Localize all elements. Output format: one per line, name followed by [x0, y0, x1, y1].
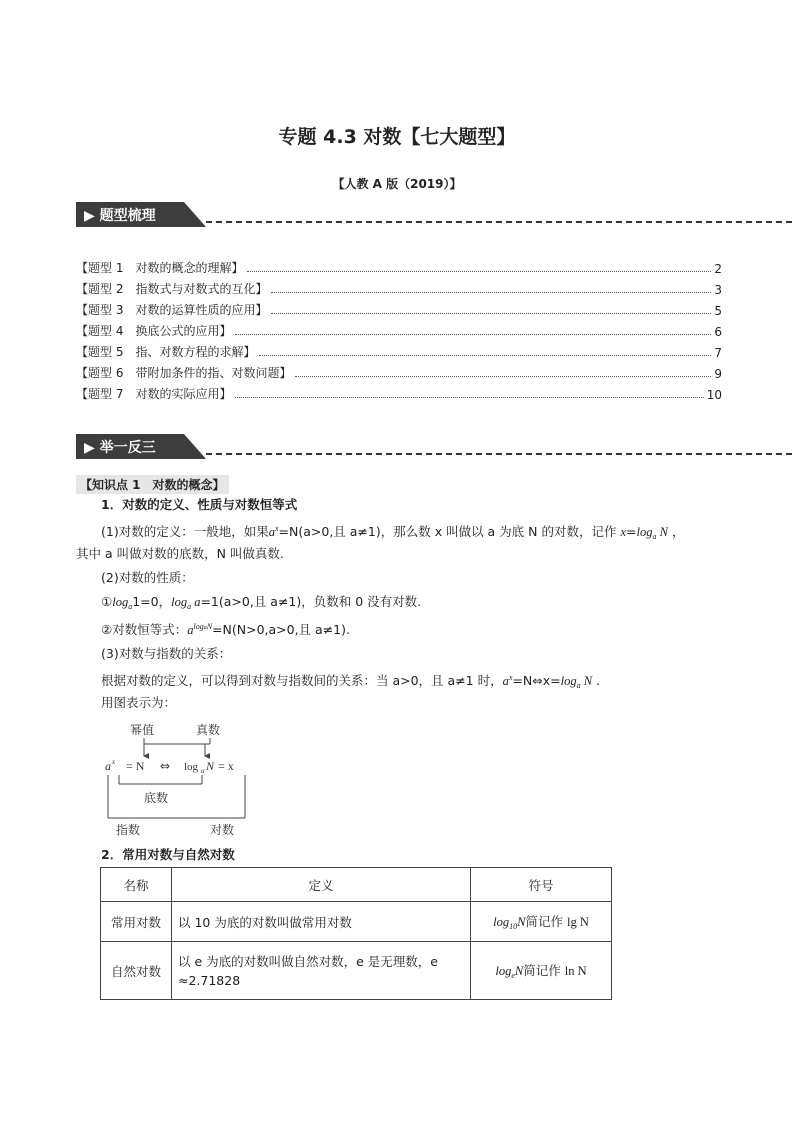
diagram-label-exponent: 指数	[116, 823, 141, 837]
diagram-eq-right: = x	[218, 759, 234, 773]
page-title: 专题 4.3 对数【七大题型】	[278, 126, 516, 148]
diagram-label-log: 对数	[210, 823, 235, 837]
table-row	[101, 902, 612, 942]
knowledge-point-tag: 【知识点 1 对数的概念】	[76, 475, 229, 494]
diagram-a: a	[105, 759, 111, 773]
diagram-n: N	[206, 759, 215, 773]
diagram-label-true: 真数	[196, 723, 221, 737]
diagram-arrow: ⇔	[160, 759, 171, 773]
table-of-contents	[76, 258, 722, 408]
table-header: 定义	[172, 868, 471, 902]
log-exp-diagram	[100, 720, 260, 840]
page-subtitle: 【人教 A 版（2019）】	[332, 177, 462, 191]
toc-item[interactable]: 【题型 6 带附加条件的指、对数问题】 9	[76, 366, 722, 381]
table-cell: 以 e 为底的对数叫做自然对数，e 是无理数，e ≈2.71828	[172, 942, 471, 1000]
table-cell-symbol: $\log_eN$简记作 ln N	[471, 942, 612, 1000]
section-heading: 1．对数的定义、性质与对数恒等式	[101, 497, 298, 512]
section-banner-label: 举一反三	[99, 440, 156, 456]
table-cell: 自然对数	[101, 942, 172, 1000]
relation-heading: (3)对数与指数的关系：	[101, 646, 232, 661]
relation-line: 根据对数的定义，可以得到对数与指数间的关系：当 a>0，且 a≠1 时，$a^x=N\Leftrightarrow x=\log_a$ N .	[101, 673, 600, 690]
section-heading-2: 2．常用对数与自然对数	[101, 847, 235, 862]
figure-intro: 用图表示为：	[101, 695, 177, 710]
diagram-label-base: 底数	[144, 791, 169, 805]
diagram-a-sub: a	[201, 767, 205, 775]
toc-item[interactable]: 【题型 2 指数式与对数式的互化】 3	[76, 282, 722, 297]
table-row	[101, 942, 612, 1000]
diagram-label-power: 幂值	[130, 723, 155, 737]
table-cell: 常用对数	[101, 902, 172, 942]
play-icon: ▶	[84, 440, 100, 456]
toc-item[interactable]: 【题型 5 指、对数方程的求解】 7	[76, 345, 722, 360]
toc-banner-label: 题型梳理	[99, 208, 156, 224]
log-table	[100, 867, 612, 1000]
table-header: 符号	[471, 868, 612, 902]
toc-item[interactable]: 【题型 7 对数的实际应用】 10	[76, 387, 722, 402]
table-cell: 以 10 为底的对数叫做常用对数	[172, 902, 471, 942]
definition-line: (1)对数的定义：一般地，如果$a^x=N(a>0$,且 a≠1)，那么数 x 叫做以 a 为底 N 的对数，记作 $x=\log_a$ N ，	[101, 524, 685, 541]
property-1: $①\log_a1=0$，$\log_a a=1(a>0$,且 a≠1)，负数和 0 没有对数.	[101, 594, 422, 611]
toc-item[interactable]: 【题型 1 对数的概念的理解】 2	[76, 261, 722, 276]
dash-divider	[206, 453, 794, 455]
property-2: ②对数恒等式：$a^{logaN}=N(N>0,a>0$,且 a≠1).	[101, 622, 350, 637]
dash-divider	[206, 221, 794, 223]
table-cell-symbol: $\log_{10}N$简记作 lg N	[471, 902, 612, 942]
definition-line-2: 其中 a 叫做对数的底数，N 叫做真数.	[76, 546, 284, 561]
diagram-log: log	[184, 761, 199, 773]
diagram-x-sup: x	[112, 758, 116, 766]
diagram-eq-left: = N	[126, 759, 145, 773]
toc-item[interactable]: 【题型 3 对数的运算性质的应用】 5	[76, 303, 722, 318]
property-heading: (2)对数的性质：	[101, 570, 194, 585]
table-header: 名称	[101, 868, 172, 902]
table-header-row	[101, 868, 612, 902]
play-icon: ▶	[84, 208, 100, 224]
toc-item[interactable]: 【题型 4 换底公式的应用】 6	[76, 324, 722, 339]
